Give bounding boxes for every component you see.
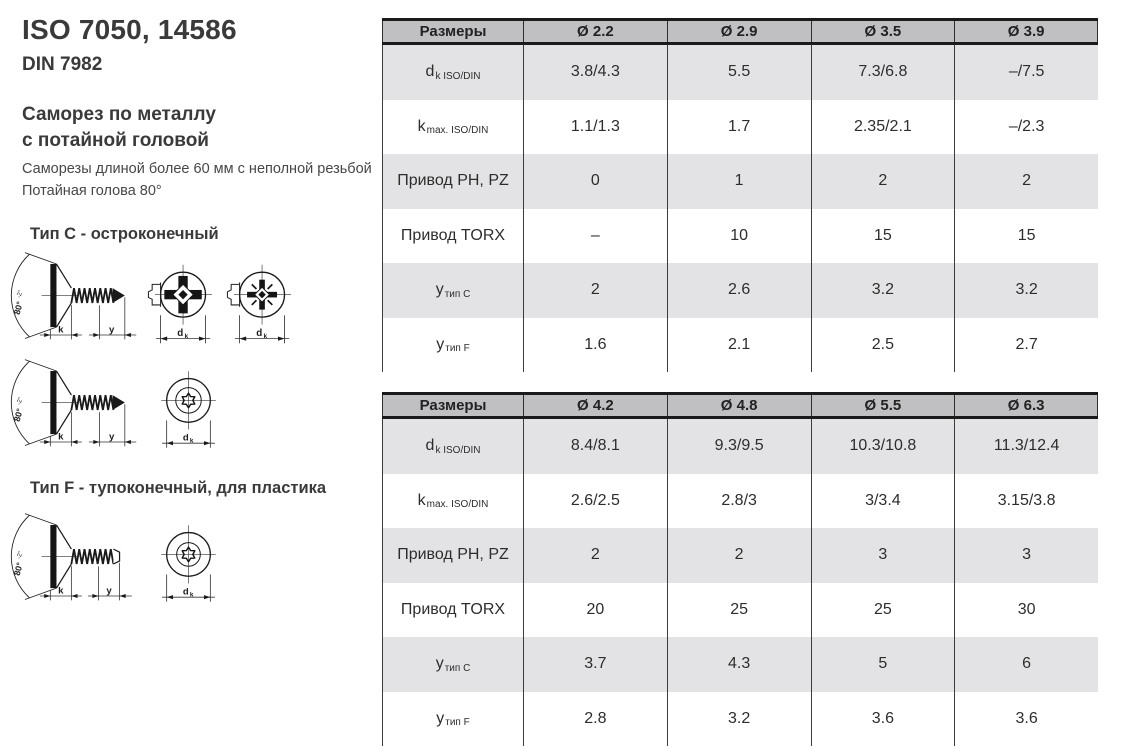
dim-k-label: k [58,324,64,336]
header-diameter-col: Ø 2.2 [523,21,667,42]
dim-dk-sub-label: k [189,437,194,445]
ph-head-view-icon [140,257,213,351]
type-f-drawing [8,511,225,609]
cell: 2.7 [954,318,1098,373]
angle-label: 80° [11,561,25,577]
cell: 1.6 [523,318,667,373]
header-diameter-col: Ø 6.3 [954,395,1098,416]
cell: 2 [523,528,667,583]
row-label: y тип F [382,692,523,747]
product-note [22,158,372,202]
table-row-kmax [382,474,1098,529]
angle-tolerance-label: -2° [15,550,25,560]
angle-label: 80° [11,407,25,423]
table-row-drive-ph-pz [382,528,1098,583]
cell: 3.8/4.3 [523,45,667,100]
table-row-dk [382,419,1098,474]
cell: 2.6 [667,263,811,318]
product-name [22,102,216,154]
cell: 2.8 [523,692,667,747]
cell: 2.35/2.1 [811,100,955,155]
cell: 20 [523,583,667,638]
dim-k-label: k [58,431,64,443]
cell: 1.7 [667,100,811,155]
pz-head-view-icon [219,257,292,351]
cell: 15 [811,209,955,264]
cell: 1.1/1.3 [523,100,667,155]
row-label: y тип F [382,318,523,373]
dim-dk-label: d [177,327,184,339]
cell: 5.5 [667,45,811,100]
cell: –/2.3 [954,100,1098,155]
cell: 0 [523,154,667,209]
row-label: Привод TORX [382,209,523,264]
cell: 3.6 [811,692,955,747]
screw-side-view-type-f-icon [8,511,140,603]
cell: 3 [954,528,1098,583]
cell: 9.3/9.5 [667,419,811,474]
header-diameter-col: Ø 5.5 [811,395,955,416]
table-row-drive-torx [382,209,1098,264]
cell: 10 [667,209,811,264]
product-name-line2: с потайной головой [22,130,209,151]
screw-side-view-type-c-icon [8,357,140,449]
table-row-y-type-c [382,263,1098,318]
header-diameter-col: Ø 3.5 [811,21,955,42]
angle-tolerance-label: -2° [15,289,25,299]
header-diameter-col: Ø 2.9 [667,21,811,42]
header-diameter-col: Ø 3.9 [954,21,1098,42]
cell: 3.6 [954,692,1098,747]
row-label: d k ISO/DIN [382,419,523,474]
row-label: k max. ISO/DIN [382,474,523,529]
row-label: y тип C [382,263,523,318]
cell: 2 [811,154,955,209]
dim-dk-sub-label: k [184,333,189,341]
cell: 3.7 [523,637,667,692]
product-note-line1: Саморезы длиной более 60 мм с неполной резьбой [22,161,372,177]
header-sizes-label: Размеры [382,395,523,416]
cell: 2.6/2.5 [523,474,667,529]
row-label: Привод TORX [382,583,523,638]
type-c-heading: Тип C - остроконечный [30,225,219,243]
cell: 10.3/10.8 [811,419,955,474]
cell: 30 [954,583,1098,638]
cell: 3 [811,528,955,583]
row-label: y тип C [382,637,523,692]
row-label: d k ISO/DIN [382,45,523,100]
page-title: ISO 7050, 14586 [22,14,237,45]
cell: 2.5 [811,318,955,373]
table-row-dk [382,45,1098,100]
cell: 15 [954,209,1098,264]
cell: 5 [811,637,955,692]
cell: 2 [954,154,1098,209]
torx-head-view-icon [152,518,225,609]
dim-dk-label: d [182,586,189,598]
cell: 6 [954,637,1098,692]
table-header-row [382,392,1098,419]
cell: –/7.5 [954,45,1098,100]
cell: 7.3/6.8 [811,45,955,100]
header-diameter-col: Ø 4.2 [523,395,667,416]
table-row-drive-torx [382,583,1098,638]
type-c-torx-drawing [8,357,225,455]
torx-head-view-icon [152,364,225,455]
standard-subtitle: DIN 7982 [22,54,103,75]
dimensions-table-2 [382,392,1098,746]
type-f-heading: Тип F - тупоконечный, для пластика [30,479,327,497]
table-row-y-type-f [382,692,1098,747]
cell: 8.4/8.1 [523,419,667,474]
screw-side-view-type-c-icon [8,250,140,342]
dim-y-label: y [108,431,115,443]
cell: 3/3.4 [811,474,955,529]
cell: 2.1 [667,318,811,373]
product-name-line1: Саморез по металлу [22,104,216,125]
cell: 25 [667,583,811,638]
cell: 2 [523,263,667,318]
dim-y-label: y [108,324,115,336]
cell: 2 [667,528,811,583]
row-label: Привод PH, PZ [382,528,523,583]
dim-dk-sub-label: k [263,333,268,341]
cell: – [523,209,667,264]
cell: 25 [811,583,955,638]
row-label: Привод PH, PZ [382,154,523,209]
table-header-row [382,18,1098,45]
dim-dk-label: d [256,327,263,339]
dim-dk-label: d [182,432,189,444]
cell: 3.15/3.8 [954,474,1098,529]
cell: 4.3 [667,637,811,692]
cell: 1 [667,154,811,209]
cell: 2.8/3 [667,474,811,529]
header-sizes-label: Размеры [382,21,523,42]
dim-y-label: y [106,585,112,597]
cell: 3.2 [667,692,811,747]
cell: 3.2 [954,263,1098,318]
table-row-y-type-c [382,637,1098,692]
angle-tolerance-label: -2° [15,396,25,406]
cell: 11.3/12.4 [954,419,1098,474]
cell: 3.2 [811,263,955,318]
row-label: k max. ISO/DIN [382,100,523,155]
table-row-drive-ph-pz [382,154,1098,209]
dim-k-label: k [58,585,64,597]
table-row-y-type-f [382,318,1098,373]
product-note-line2: Потайная голова 80° [22,183,162,199]
angle-label: 80° [11,300,25,316]
table-row-kmax [382,100,1098,155]
header-diameter-col: Ø 4.8 [667,395,811,416]
dimensions-table-1 [382,18,1098,372]
type-c-drawing [8,250,292,351]
dim-dk-sub-label: k [189,591,194,599]
